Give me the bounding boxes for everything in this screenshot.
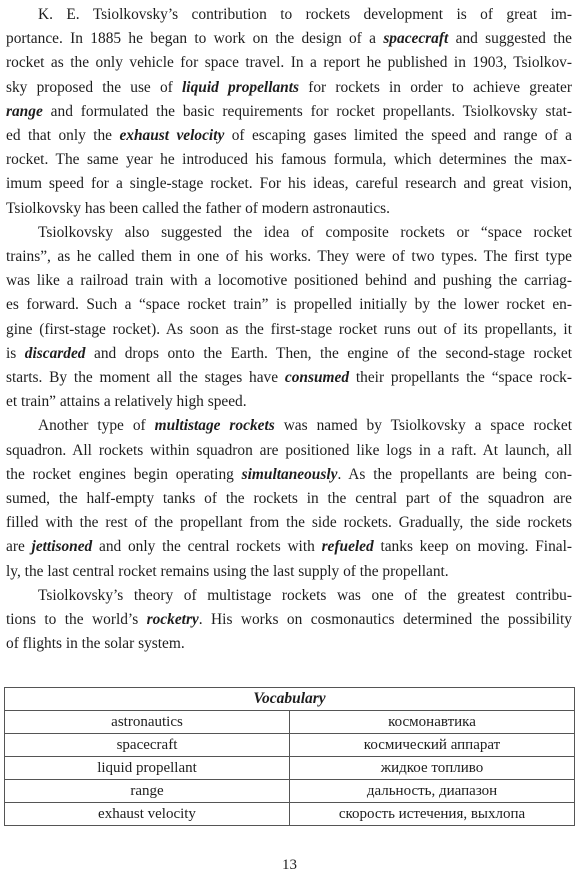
- text-run: squadron. All rockets within squadron are positioned like logs in a raft. At launch, all: [6, 441, 572, 459]
- text-run: and only the central rockets with: [92, 538, 322, 556]
- text-run: ly, the last central rocket remains using the last supply of the propellant.: [6, 562, 449, 580]
- text-run: the rocket engines begin operating: [6, 465, 242, 483]
- text-run: K. E. Tsiolkovsky’s contribution to rockets development is of great im-: [38, 6, 572, 23]
- vocabulary-term: liquid propellants: [182, 78, 299, 96]
- vocabulary-russian: космический аппарат: [290, 734, 575, 757]
- paragraph: [6, 221, 572, 415]
- vocabulary-english: liquid propellant: [5, 757, 290, 780]
- vocabulary-row: [5, 757, 575, 780]
- vocabulary-english: exhaust velocity: [5, 803, 290, 826]
- text-run: and formulated the basic requirements for rocket propellants. Tsiolkovsky stat-: [42, 102, 572, 120]
- vocabulary-term: simultaneously: [241, 465, 338, 483]
- text-run: rocket. The same year he introduced his famous formula, which determines the max-: [6, 151, 572, 169]
- text-line: [6, 76, 572, 100]
- text-line: [6, 608, 572, 632]
- vocabulary-term: discarded: [24, 344, 86, 362]
- text-line: [6, 487, 572, 511]
- text-line: [6, 269, 572, 293]
- text-line: [6, 584, 572, 608]
- text-run: ed that only the: [6, 127, 120, 145]
- paragraph: [6, 414, 572, 583]
- text-run: and drops onto the Earth. Then, the engine of the second-stage rocket: [85, 344, 572, 362]
- text-line: [6, 414, 572, 438]
- text-line: [6, 124, 572, 148]
- text-line: [6, 221, 572, 245]
- vocabulary-term: consumed: [284, 369, 350, 387]
- vocabulary-row: [5, 780, 575, 803]
- text-run: and suggested the: [448, 30, 572, 48]
- text-line: [6, 51, 572, 75]
- text-line: [6, 342, 572, 366]
- text-line: [6, 3, 572, 27]
- text-run: et train” attains a relatively high speed.: [6, 393, 247, 411]
- text-line: [6, 245, 572, 269]
- text-run: filled with the rest of the propellant from the side rockets. Gradually, the side rockets: [6, 514, 572, 532]
- text-line: [6, 148, 572, 172]
- text-run: Tsiolkovsky also suggested the idea of composite rockets or “space rocket: [38, 223, 572, 241]
- vocabulary-row: [5, 734, 575, 757]
- text-run: of flights in the solar system.: [6, 635, 185, 653]
- text-run: portance. In 1885 he began to work on the design of a: [6, 30, 384, 48]
- vocabulary-english: spacecraft: [5, 734, 290, 757]
- page-number: 13: [282, 857, 297, 873]
- vocabulary-russian: скорость истечения, выхлопа: [290, 803, 575, 826]
- text-run: . As the propellants are being con-: [337, 465, 572, 483]
- text-run: Tsiolkovsky’s theory of multistage rockets was one of the greatest contribu-: [38, 586, 572, 604]
- text-run: are: [6, 538, 32, 556]
- vocabulary-term: spacecraft: [383, 30, 449, 48]
- text-line: [6, 632, 572, 656]
- text-line: [6, 100, 572, 124]
- text-line: [6, 197, 572, 221]
- text-line: [6, 293, 572, 317]
- text-line: [6, 511, 572, 535]
- text-run: tanks keep on moving. Final-: [373, 538, 573, 556]
- vocabulary-term: jettisoned: [31, 538, 93, 556]
- text-line: [6, 463, 572, 487]
- text-run: . His works on cosmonautics determined the possibility: [198, 611, 572, 629]
- text-run: for rockets in order to achieve greater: [299, 78, 573, 96]
- text-run: was like a railroad train with a locomotive positioned behind and pushing the carriag-: [6, 272, 572, 290]
- text-run: tions to the world’s: [6, 611, 147, 629]
- vocabulary-russian: космонавтика: [290, 711, 575, 734]
- text-line: [6, 535, 572, 559]
- text-line: [6, 172, 572, 196]
- text-run: of escaping gases limited the speed and range of a: [224, 127, 572, 145]
- text-run: starts. By the moment all the stages have: [6, 369, 285, 387]
- text-run: their propellants the “space rock-: [349, 369, 572, 387]
- text-line: [6, 439, 572, 463]
- text-line: [6, 560, 572, 584]
- vocabulary-russian: жидкое топливо: [290, 757, 575, 780]
- vocabulary-title: Vocabulary: [5, 688, 575, 711]
- paragraph: [6, 584, 572, 657]
- text-line: [6, 390, 572, 414]
- vocabulary-term: multistage rockets: [154, 417, 275, 435]
- vocabulary-term: rocketry: [146, 611, 199, 629]
- vocabulary-table: [4, 687, 575, 826]
- text-run: sumed, the half-empty tanks of the rockets in the central part of the squadron are: [6, 490, 572, 508]
- vocabulary-russian: дальность, диапазон: [290, 780, 575, 803]
- text-line: [6, 366, 572, 390]
- vocabulary-term: exhaust velocity: [119, 127, 225, 145]
- text-run: gine (first-stage rocket). As soon as the first-stage rocket runs out of its propellants, it: [6, 320, 572, 338]
- text-run: imum speed for a single-stage rocket. For his ideas, careful research and great vision,: [6, 175, 572, 193]
- text-run: was named by Tsiolkovsky a space rocket: [274, 417, 572, 435]
- text-run: trains”, as he called them in one of his works. They were of two types. The first type: [6, 248, 572, 266]
- text-line: [6, 318, 572, 342]
- vocabulary-row: [5, 711, 575, 734]
- vocabulary-term: range: [6, 102, 43, 120]
- vocabulary-english: range: [5, 780, 290, 803]
- vocabulary-row: [5, 803, 575, 826]
- paragraph: [6, 3, 572, 221]
- text-run: Tsiolkovsky has been called the father of modern astronautics.: [6, 199, 390, 217]
- text-run: Another type of: [38, 417, 155, 435]
- vocabulary-term: refueled: [321, 538, 374, 556]
- text-run: is: [6, 344, 25, 362]
- text-line: [6, 27, 572, 51]
- vocabulary-english: astronautics: [5, 711, 290, 734]
- text-run: sky proposed the use of: [6, 78, 183, 96]
- body-text: [6, 3, 572, 656]
- text-run: rocket as the only vehicle for space travel. In a report he published in 1903, Tsiolkov-: [6, 54, 572, 72]
- text-run: es forward. Such a “space rocket train” is propelled initially by the lower rocket en-: [6, 296, 572, 314]
